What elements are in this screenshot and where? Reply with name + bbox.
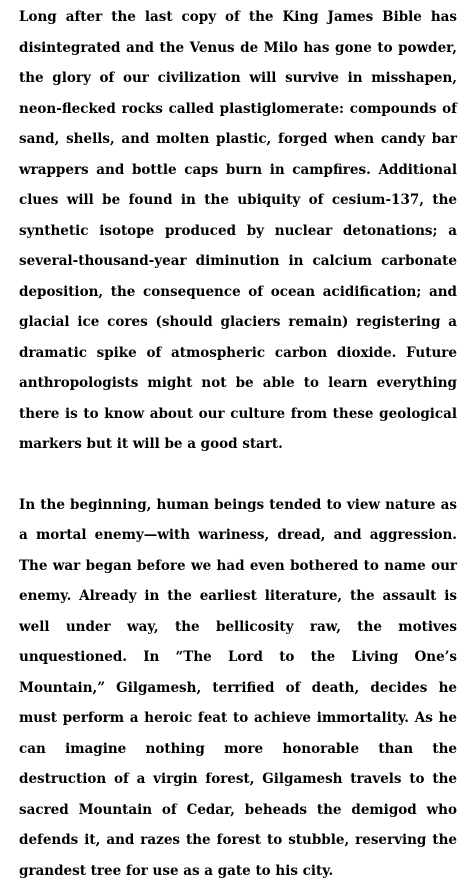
document-body (19, 0, 457, 886)
paragraph-plastiglomerate: Long after the last copy of the King James Bible has disintegrated and the Venus de Milo has gone to powder, the glory of our civilization will survive in misshapen, neon-flecked rocks called plastiglomerate: compounds of sand, shells, and molten plastic, forged when candy bar wrappers and bottle caps burn in campfires. Additional clues will be found in the ubiquity of cesium-137, the synthetic isotope produced by nuclear detonations; a several-thousand-year diminution in calcium carbonate deposition, the consequence of ocean acidification; and glacial ice cores (should glaciers remain) registering a dramatic spike of atmospheric carbon dioxide. Future anthropologists might not be able to learn everything there is to know about our culture from these geological markers but it will be a good start. (19, 0, 457, 460)
paragraph-gilgamesh: In the beginning, human beings tended to view nature as a mortal enemy—with wariness, dread, and aggression. The war began before we had even bothered to name our enemy. Already in the earliest literature, the assault is well under way, the bellicosity raw, the motives unquestioned. In “The Lord to the Living One’s Mountain,” Gilgamesh, terrified of death, decides he must perform a heroic feat to achieve immortality. As he can imagine nothing more honorable than the destruction of a virgin forest, Gilgamesh travels to the sacred Mountain of Cedar, beheads the demigod who defends it, and razes the forest to stubble, reserving the grandest tree for use as a gate to his city. (19, 490, 457, 886)
